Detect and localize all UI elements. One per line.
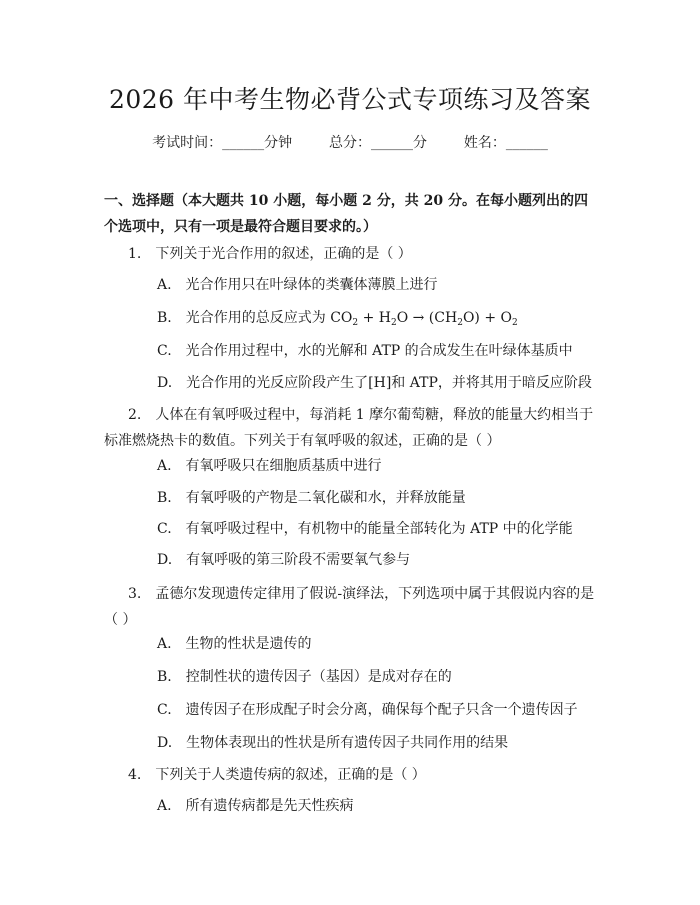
formula-part: + H — [358, 310, 391, 326]
question-1-option-c: C. 光合作用过程中，水的光解和 ATP 的合成发生在叶绿体基质中 — [157, 343, 573, 359]
exam-meta — [0, 132, 700, 152]
question-3-stem: 3. 孟德尔发现遗传定律用了假说-演绎法，下列选项中属于其假说内容的是（ ） — [104, 586, 595, 628]
o2-subscript: 2 — [512, 318, 518, 328]
section-heading: 一、选择题（本大题共 10 小题，每小题 2 分，共 20 分。在每小题列出的四个选项中，只有一项是最符合题目要求的。） — [104, 193, 588, 235]
question-2-option-b: B. 有氧呼吸的产物是二氧化碳和水，并释放能量 — [157, 490, 466, 506]
question-1-stem: 1. 下列关于光合作用的叙述，正确的是（ ） — [128, 246, 412, 262]
score-label: 总分： — [329, 135, 371, 151]
question-3-option-b: B. 控制性状的遗传因子（基因）是成对存在的 — [157, 669, 452, 685]
score-unit: 分 — [413, 135, 427, 151]
name-blank: ______ — [505, 135, 548, 151]
question-3-option-c: C. 遗传因子在形成配子时会分离，确保每个配子只含一个遗传因子 — [157, 702, 578, 718]
question-2-option-c: C. 有氧呼吸过程中，有机物中的能量全部转化为 ATP 中的化学能 — [157, 521, 573, 537]
name-label: 姓名： — [463, 135, 506, 151]
question-1-option-a: A. 光合作用只在叶绿体的类囊体薄膜上进行 — [157, 277, 438, 293]
question-2-option-d: D. 有氧呼吸的第三阶段不需要氧气参与 — [157, 552, 411, 568]
co2-subscript: 2 — [352, 318, 359, 328]
formula-part: O → (CH — [396, 310, 458, 326]
time-unit: 分钟 — [264, 135, 293, 151]
question-4-stem: 4. 下列关于人类遗传病的叙述，正确的是（ ） — [128, 767, 426, 783]
question-1-option-b — [157, 308, 518, 328]
question-2-option-a: A. 有氧呼吸只在细胞质基质中进行 — [157, 458, 382, 474]
score-blank: ______ — [371, 135, 413, 151]
time-label: 考试时间： — [152, 135, 223, 151]
question-3-option-d: D. 生物体表现出的性状是所有遗传因子共同作用的结果 — [157, 735, 509, 751]
ch2o-subscript: 2 — [457, 318, 463, 328]
question-1-option-d: D. 光合作用的光反应阶段产生了[H]和 ATP，并将其用于暗反应阶段 — [157, 375, 592, 391]
time-blank: ______ — [222, 135, 265, 151]
formula-part: O) + O — [462, 310, 512, 326]
question-4-option-a: A. 所有遗传病都是先天性疾病 — [157, 798, 354, 814]
h2o-subscript: 2 — [390, 318, 397, 328]
question-3-option-a: A. 生物的性状是遗传的 — [157, 636, 312, 652]
page-title: 2026 年中考生物必背公式专项练习及答案 — [108, 85, 592, 114]
question-2-stem: 2. 人体在有氧呼吸过程中，每消耗 1 摩尔葡萄糖，释放的能量大约相当于标准燃烧热卡的数值。下列关于有氧呼吸的叙述，正确的是（ ） — [104, 407, 594, 449]
option-b-text: B. 光合作用的总反应式为 CO — [157, 310, 353, 326]
